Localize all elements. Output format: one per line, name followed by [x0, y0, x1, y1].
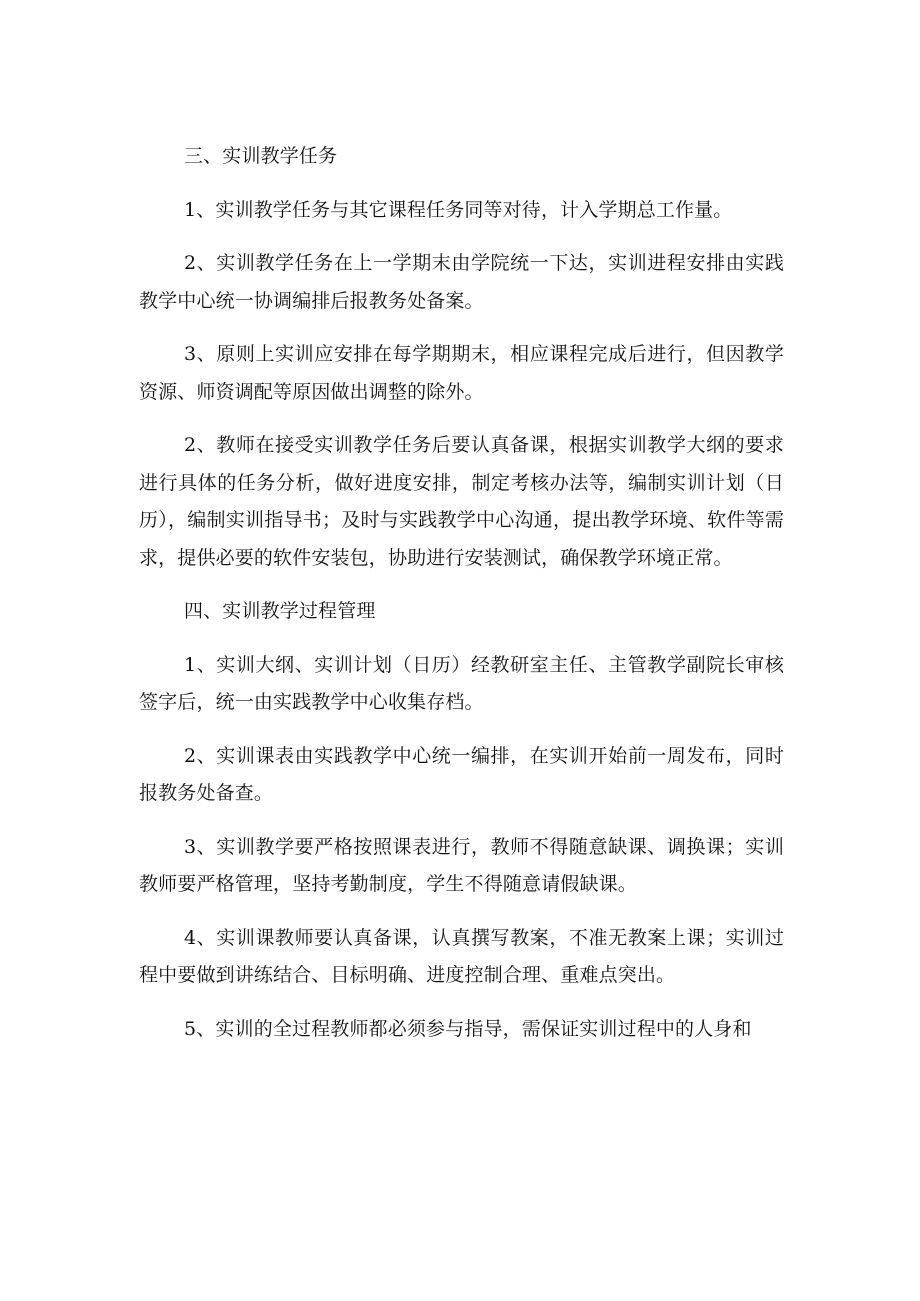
paragraph: 3、实训教学要严格按照课表进行，教师不得随意缺课、调换课；实训教师要严格管理，坚持考勤制度，学生不得随意请假缺课。 [139, 835, 784, 895]
document-body [139, 138, 784, 1048]
paragraph: 5、实训的全过程教师都必须参与指导，需保证实训过程中的人身和 [184, 1017, 752, 1040]
paragraph: 2、实训教学任务在上一学期末由学院统一下达，实训进程安排由实践教学中心统一协调编排后报教务处备案。 [139, 252, 784, 312]
paragraph: 2、教师在接受实训教学任务后要认真备课，根据实训教学大纲的要求进行具体的任务分析，做好进度安排，制定考核办法等，编制实训计划（日历），编制实训指导书；及时与实践教学中心沟通，提出教学环境、软件等需求，提供必要的软件安装包，协助进行安装测试，确保教学环境正常。 [139, 434, 784, 569]
section-heading-3: 三、实训教学任务 [184, 145, 338, 167]
paragraph: 4、实训课教师要认真备课，认真撰写教案，不准无教案上课；实训过程中要做到讲练结合、目标明确、进度控制合理、重难点突出。 [139, 926, 784, 986]
paragraph: 1、实训大纲、实训计划（日历）经教研室主任、主管教学副院长审核签字后，统一由实践教学中心收集存档。 [139, 653, 784, 713]
section-heading-4: 四、实训教学过程管理 [184, 600, 376, 622]
paragraph: 2、实训课表由实践教学中心统一编排，在实训开始前一周发布，同时报教务处备查。 [139, 744, 784, 804]
paragraph: 3、原则上实训应安排在每学期期末，相应课程完成后进行，但因教学资源、师资调配等原因做出调整的除外。 [139, 343, 784, 403]
paragraph: 1、实训教学任务与其它课程任务同等对待，计入学期总工作量。 [184, 198, 733, 221]
